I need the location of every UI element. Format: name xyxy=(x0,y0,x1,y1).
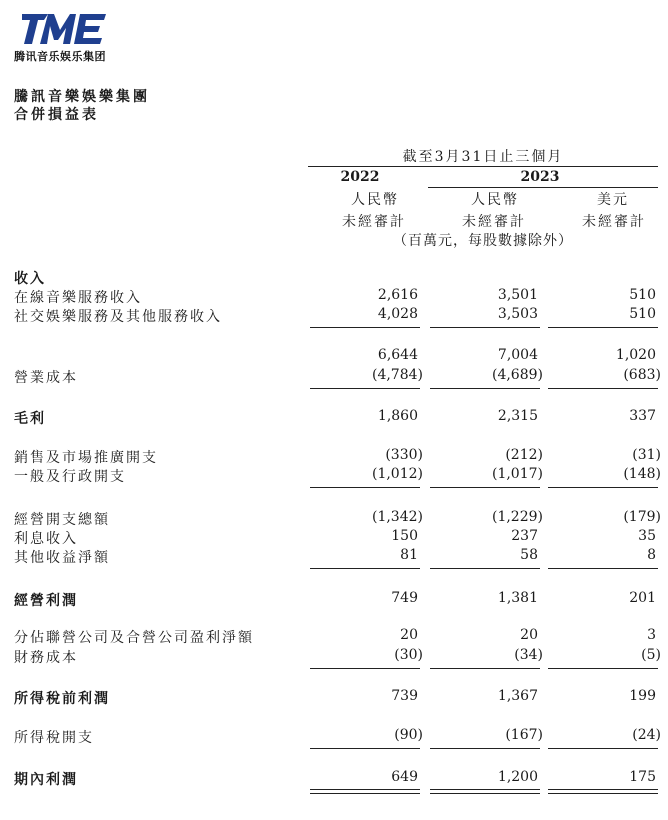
unaudited-2023-usd: 未經審計 xyxy=(582,214,646,230)
year-2023-header: 2023 xyxy=(520,169,560,185)
value-2022: 2,616 xyxy=(377,287,418,303)
value-2022: 649 xyxy=(391,769,418,785)
company-logo xyxy=(14,12,114,64)
value-usd: 201 xyxy=(629,590,656,606)
online-music-row xyxy=(0,287,668,307)
value-usd: 337 xyxy=(629,408,656,424)
value-2023: 3,501 xyxy=(497,287,538,303)
value-2022: 20 xyxy=(400,627,418,643)
row-label: 銷售及市場推廣開支 xyxy=(14,450,158,466)
social-entertainment-row xyxy=(0,306,668,326)
value-2022: (30) xyxy=(394,647,423,663)
interest-income-row xyxy=(0,528,668,548)
value-2023: (212) xyxy=(505,447,543,463)
operating-profit-row xyxy=(0,590,668,610)
value-usd: 1,020 xyxy=(615,347,656,363)
subtotal-rule xyxy=(310,487,420,488)
value-2022: 739 xyxy=(391,688,418,704)
row-label: 利息收入 xyxy=(14,531,78,547)
subtotal-rule xyxy=(430,487,540,488)
cost-of-revenue-row xyxy=(0,367,668,387)
company-name: 騰訊音樂娛樂集團 xyxy=(14,89,150,105)
year-2022-header: 2022 xyxy=(340,169,380,185)
value-usd: 8 xyxy=(647,547,656,563)
share-of-jv-row xyxy=(0,627,668,647)
value-2022: (1,012) xyxy=(371,466,423,482)
g-and-a-row xyxy=(0,466,668,486)
value-2023: 20 xyxy=(520,627,538,643)
subtotal-rule xyxy=(310,327,420,328)
gross-profit-row xyxy=(0,408,668,428)
value-usd: (683) xyxy=(623,367,661,383)
value-usd: (148) xyxy=(623,466,661,482)
period-header: 截至3月31日止三個月 xyxy=(402,149,564,165)
value-2023: (1,017) xyxy=(491,466,543,482)
subtotal-rule xyxy=(548,568,658,569)
value-usd: (24) xyxy=(632,727,661,743)
currency-usd-2023: 美元 xyxy=(597,192,629,208)
value-2022: 749 xyxy=(391,590,418,606)
value-2022: (90) xyxy=(394,727,423,743)
subtotal-rule xyxy=(430,327,540,328)
selling-expenses-row xyxy=(0,447,668,467)
value-2023: (1,229) xyxy=(491,509,543,525)
row-label: 期內利潤 xyxy=(14,772,78,788)
other-gains-row xyxy=(0,547,668,567)
finance-cost-row xyxy=(0,647,668,667)
value-2023: (4,689) xyxy=(491,367,543,383)
value-2022: 4,028 xyxy=(377,306,418,322)
subtotal-rule xyxy=(548,668,658,669)
subtotal-rule xyxy=(430,668,540,669)
value-2023: 1,381 xyxy=(497,590,538,606)
currency-rmb-2023: 人民幣 xyxy=(471,192,519,208)
value-usd: (5) xyxy=(641,647,661,663)
net-profit-row xyxy=(0,769,668,789)
value-2023: 58 xyxy=(520,547,538,563)
total-double-rule xyxy=(310,789,420,794)
value-usd: 510 xyxy=(629,287,656,303)
value-2022: 1,860 xyxy=(377,408,418,424)
row-label: 財務成本 xyxy=(14,650,78,666)
subtotal-rule xyxy=(310,388,420,389)
subtotal-rule xyxy=(310,668,420,669)
row-label: 毛利 xyxy=(14,411,46,427)
unaudited-2022: 未經審計 xyxy=(342,214,406,230)
row-label: 經營利潤 xyxy=(14,593,78,609)
value-2022: (4,784) xyxy=(371,367,423,383)
value-usd: (179) xyxy=(623,509,661,525)
year-2023-underline xyxy=(428,187,658,188)
value-usd: 3 xyxy=(647,627,656,643)
statement-title: 合併損益表 xyxy=(14,107,99,123)
value-2022: (1,342) xyxy=(371,509,423,525)
value-usd: (31) xyxy=(632,447,661,463)
subtotal-rule xyxy=(310,748,420,749)
row-label: 分佔聯營公司及合營公司盈利淨額 xyxy=(14,630,254,646)
value-usd: 510 xyxy=(629,306,656,322)
value-2023: 1,200 xyxy=(497,769,538,785)
unit-note: （百萬元，每股數據除外） xyxy=(393,233,573,249)
revenue-heading-row xyxy=(0,268,668,288)
value-2022: (330) xyxy=(385,447,423,463)
unaudited-2023-rmb: 未經審計 xyxy=(462,214,526,230)
row-label: 其他收益淨額 xyxy=(14,550,110,566)
total-double-rule xyxy=(430,789,540,794)
row-label: 營業成本 xyxy=(14,370,78,386)
value-2022: 81 xyxy=(400,547,418,563)
value-usd: 199 xyxy=(629,688,656,704)
row-label: 在線音樂服務收入 xyxy=(14,290,142,306)
subtotal-rule xyxy=(548,388,658,389)
value-2023: 1,367 xyxy=(497,688,538,704)
value-2023: (167) xyxy=(505,727,543,743)
value-2023: 7,004 xyxy=(497,347,538,363)
logo-text: 腾讯音乐娱乐集团 xyxy=(14,50,106,63)
row-label: 一般及行政開支 xyxy=(14,469,126,485)
currency-rmb-2022: 人民幣 xyxy=(351,192,399,208)
total-revenue-row xyxy=(0,347,668,367)
subtotal-rule xyxy=(310,568,420,569)
value-2022: 150 xyxy=(391,528,418,544)
subtotal-rule xyxy=(430,568,540,569)
value-2022: 6,644 xyxy=(377,347,418,363)
period-underline xyxy=(308,166,658,167)
value-2023: 3,503 xyxy=(497,306,538,322)
value-2023: 237 xyxy=(511,528,538,544)
value-usd: 175 xyxy=(629,769,656,785)
tme-logo-icon xyxy=(22,14,106,44)
total-opex-row xyxy=(0,509,668,529)
pretax-profit-row xyxy=(0,688,668,708)
row-label: 社交娛樂服務及其他服務收入 xyxy=(14,309,222,325)
subtotal-rule xyxy=(430,748,540,749)
income-tax-row xyxy=(0,727,668,747)
row-label: 收入 xyxy=(14,271,46,287)
subtotal-rule xyxy=(548,748,658,749)
subtotal-rule xyxy=(548,487,658,488)
value-2023: (34) xyxy=(514,647,543,663)
subtotal-rule xyxy=(430,388,540,389)
row-label: 經營開支總額 xyxy=(14,512,110,528)
total-double-rule xyxy=(548,789,658,794)
value-usd: 35 xyxy=(638,528,656,544)
row-label: 所得稅前利潤 xyxy=(14,691,110,707)
subtotal-rule xyxy=(548,327,658,328)
value-2023: 2,315 xyxy=(497,408,538,424)
row-label: 所得稅開支 xyxy=(14,730,94,746)
